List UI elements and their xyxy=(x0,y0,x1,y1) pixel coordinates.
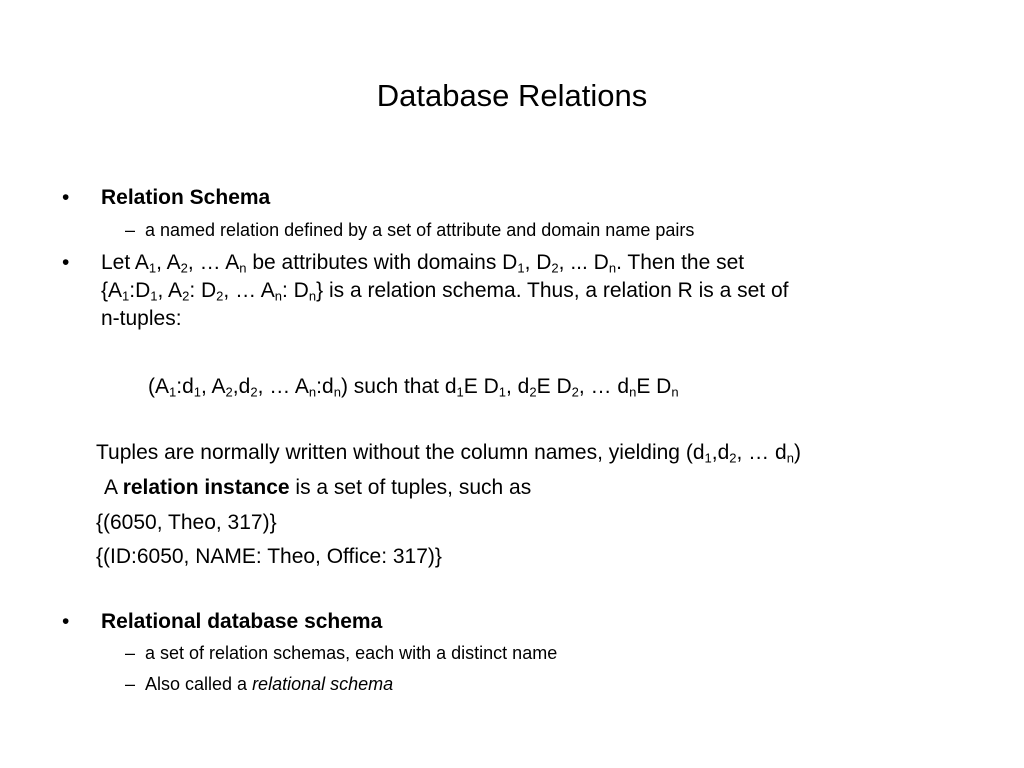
attributes-line-1: Let $A_1$, $A_2$, … $A_n$ be attributes with domains $D_1$, $D_2$, ... $D_n$. Then the set xyxy=(101,251,745,276)
tuple-formula: ($A_1:d_1$, $A_2,d_2$, … $A_n:d_n$) such that $d_1E$ $D_1$, $d_2E$ $D_2$, … $d_nE$ $D_n$ xyxy=(148,375,679,400)
bullet-icon: • xyxy=(62,610,70,633)
bullet-icon: • xyxy=(62,251,70,274)
dash-icon: – xyxy=(125,643,136,663)
slide-title: Database Relations xyxy=(376,78,648,113)
relation-schema-heading: Relation Schema xyxy=(101,186,271,209)
tuples-description: Tuples are normally written without the column names, yielding ($d_1,d_2$, … $d_n$) xyxy=(96,441,801,466)
relational-db-definition: a set of relation schemas, each with a distinct name xyxy=(145,643,558,663)
relational-db-heading: Relational database schema xyxy=(101,610,383,633)
example-tuple-2: {(ID:6050, NAME: Theo, Office: 317)} xyxy=(96,545,442,568)
relation-schema-definition: a named relation defined by a set of attribute and domain name pairs xyxy=(145,220,695,240)
relation-instance-line: A relation instance is a set of tuples, such as xyxy=(104,476,532,499)
attributes-line-2: {$A_1:D_1$, $A_2$: $D_2$, … $A_n$: $D_n$} is a relation schema. Thus, a relation R is a set of xyxy=(101,279,789,304)
relational-db-alias: Also called a relational schema xyxy=(145,674,394,694)
bullet-icon: • xyxy=(62,186,70,209)
attributes-line-3: n-tuples: xyxy=(101,307,182,330)
dash-icon: – xyxy=(125,220,136,240)
dash-icon: – xyxy=(125,674,136,694)
example-tuple-1: {(6050, Theo, 317)} xyxy=(96,511,277,534)
